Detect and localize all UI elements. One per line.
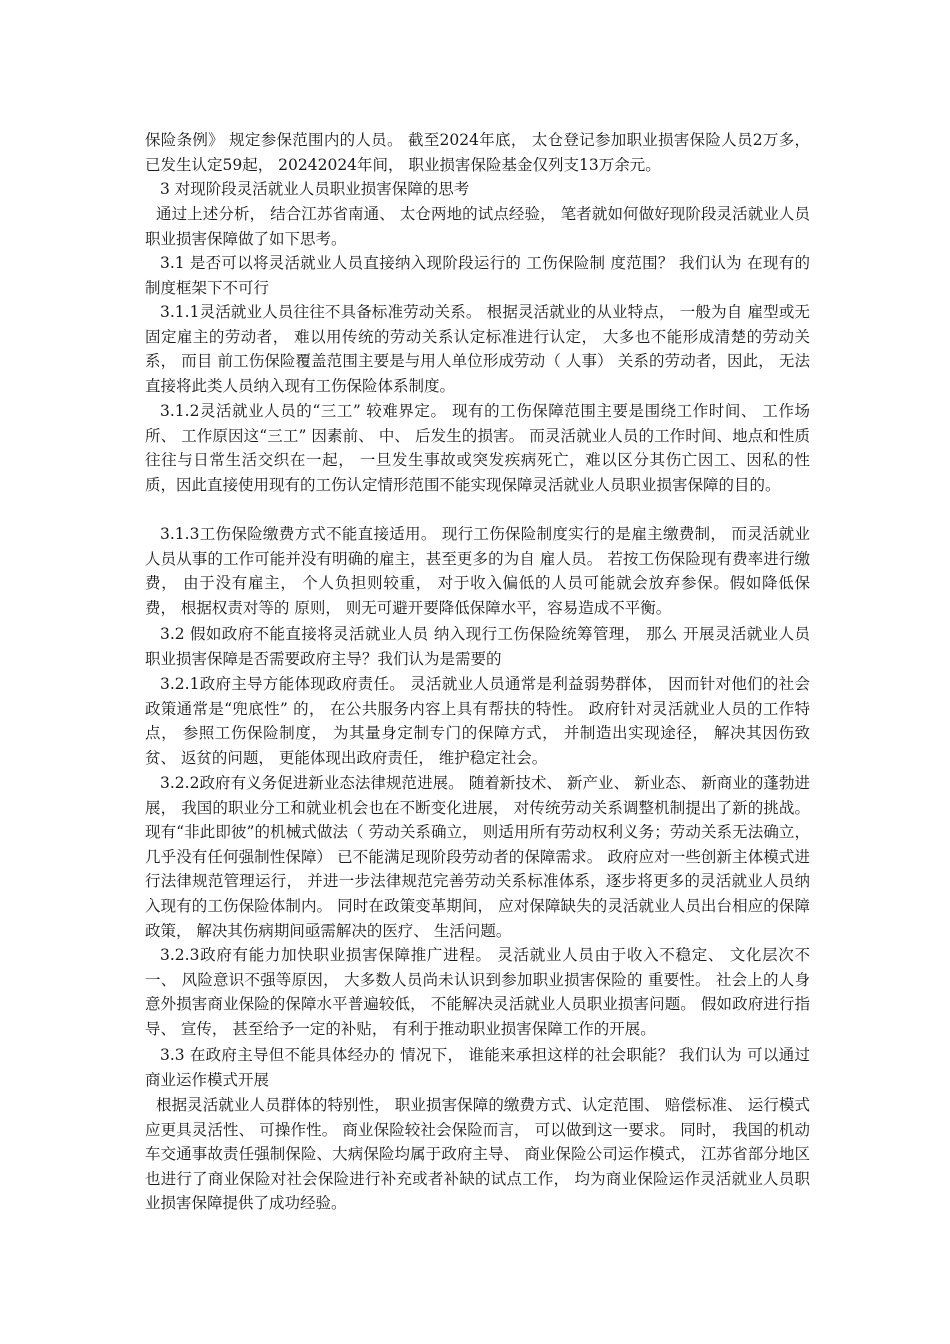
paragraph-3-1-2: 3.1.2灵活就业人员的“三工” 较难界定。 现有的工伤保障范围主要是围绕工作时间、 工作场所、 工作原因这“三工” 因素前、 中、 后发生的损害。 而灵活就业人员的工作时间、地点和性质往往与日常生活交织在一起， 一旦发生事故或突发疾病死亡，难以区分其伤亡因工、因私的性质，因此直接使用现有的工伤认定情形范围不能实现保障灵活就业人员职业损害保障的目的。 bbox=[145, 402, 810, 494]
heading-3-3: 3.3 在政府主导但不能具体经办的 情况下， 谁能来承担这样的社会职能？ 我们认为 可以通过商业运作模式开展 bbox=[145, 1046, 810, 1089]
section-heading-3: 3 对现阶段灵活就业人员职业损害保障的思考 bbox=[160, 180, 470, 198]
paragraph-3-2-1: 3.2.1政府主导方能体现政府责任。 灵活就业人员通常是利益弱势群体， 因而针对他们的社会政策通常是“兜底性” 的， 在公共服务内容上具有帮扶的特性。 政府针对灵活就业人员的工作特点， 参照工伤保险制度， 为其量身定制专门的保障方式， 并制造出实现途径， 解决其因伤致贫、 返贫的问题， 更能体现出政府责任， 维护稳定社会。 bbox=[145, 675, 810, 767]
paragraph-closing: 根据灵活就业人员群体的特别性， 职业损害保障的缴费方式、认定范围、 赔偿标准、 运行模式应更具灵活性、 可操作性。 商业保险较社会保险而言， 可以做到这一要求。 同时， 我国的机动车交通事故责任强制保险、大病保险均属于政府主导、 商业保险公司运作模式， 江苏省部分地区也进行了商业保险对社会保险进行补充或者补缺的试点工作， 均为商业保险运作灵活就业人员职业损害保障提供了成功经验。 bbox=[145, 1096, 810, 1213]
heading-3-1: 3.1 是否可以将灵活就业人员直接纳入现阶段运行的 工伤保险制 度范围？ 我们认为 在现有的 制度框架下不可行 bbox=[145, 254, 810, 297]
paragraph-3-2-3: 3.2.3政府有能力加快职业损害保障推广进程。 灵活就业人员由于收入不稳定、 文化层次不一、 风险意识不强等原因， 大多数人员尚未认识到参加职业损害保险的 重要性。 社会上的人身意外损害商业保险的保障水平普遍较低， 不能解决灵活就业人员职业损害问题。 假如政府进行指导、 宣传， 甚至给予一定的补贴， 有利于推动职业损害保障工作的开展。 bbox=[145, 946, 810, 1038]
paragraph-3-1-1: 3.1.1灵活就业人员往往不具备标准劳动关系。 根据灵活就业的从业特点， 一般为自 雇型或无固定雇主的劳动者， 难以用传统的劳动关系认定标准进行认定， 大多也不能形成清楚的劳动关系， 而目 前工伤保险覆盖范围主要是与用人单位形成劳动（ 人事） 关系的劳动者，因此， 无法直接将此类人员纳入现有工伤保险体系制度。 bbox=[145, 303, 810, 395]
paragraph-3-2-2: 3.2.2政府有义务促进新业态法律规范进展。 随着新技术、 新产业、 新业态、 新商业的蓬勃进展， 我国的职业分工和就业机会也在不断变化进展， 对传统劳动关系调整机制提出了新的挑战。 现有“非此即彼”的机械式做法（ 劳动关系确立， 则适用所有劳动权利义务；劳动关系无法确立， 几乎没有任何强制性保障） 已不能满足现阶段劳动者的保障需求。 政府应对一些创新主体模式进行法律规范管理运行， 并进一步法律规范完善劳动关系标准体系，逐步将更多的灵活就业人员纳入现有的工伤保险体制内。 同时在政策变革期间， 应对保障缺失的灵活就业人员出台相应的保障政策， 解决其伤病期间亟需解决的医疗、 生活问题。 bbox=[145, 774, 810, 940]
paragraph-intro: 通过上述分析， 结合江苏省南通、 太仓两地的试点经验， 笔者就如何做好现阶段灵活就业人员职业损害保障做了如下思考。 bbox=[145, 205, 810, 248]
paragraph-3-1-3: 3.1.3工伤保险缴费方式不能直接适用。 现行工伤保险制度实行的是雇主缴费制， 而灵活就业人员从事的工作可能并没有明确的雇主，甚至更多的为自 雇人员。 若按工伤保险现有费率进行缴费， 由于没有雇主， 个人负担则较重， 对于收入偏低的人员可能就会放弃参保。假如降低保费， 根据权责对等的 原则， 则无可避开要降低保障水平，容易造成不平衡。 bbox=[145, 525, 810, 617]
heading-3-2: 3.2 假如政府不能直接将灵活就业人员 纳入现行工伤保险统筹管理， 那么 开展灵活就业人员 职业损害保障是否需要政府主导？我们认为是需要的 bbox=[145, 625, 810, 668]
paragraph-continuation: 保险条例》 规定参保范围内的人员。 截至2024年底， 太仓登记参加职业损害保险人员2万多， 已发生认定59起， 20242024年间， 职业损害保险基金仅列支13万余元。 bbox=[145, 131, 810, 174]
